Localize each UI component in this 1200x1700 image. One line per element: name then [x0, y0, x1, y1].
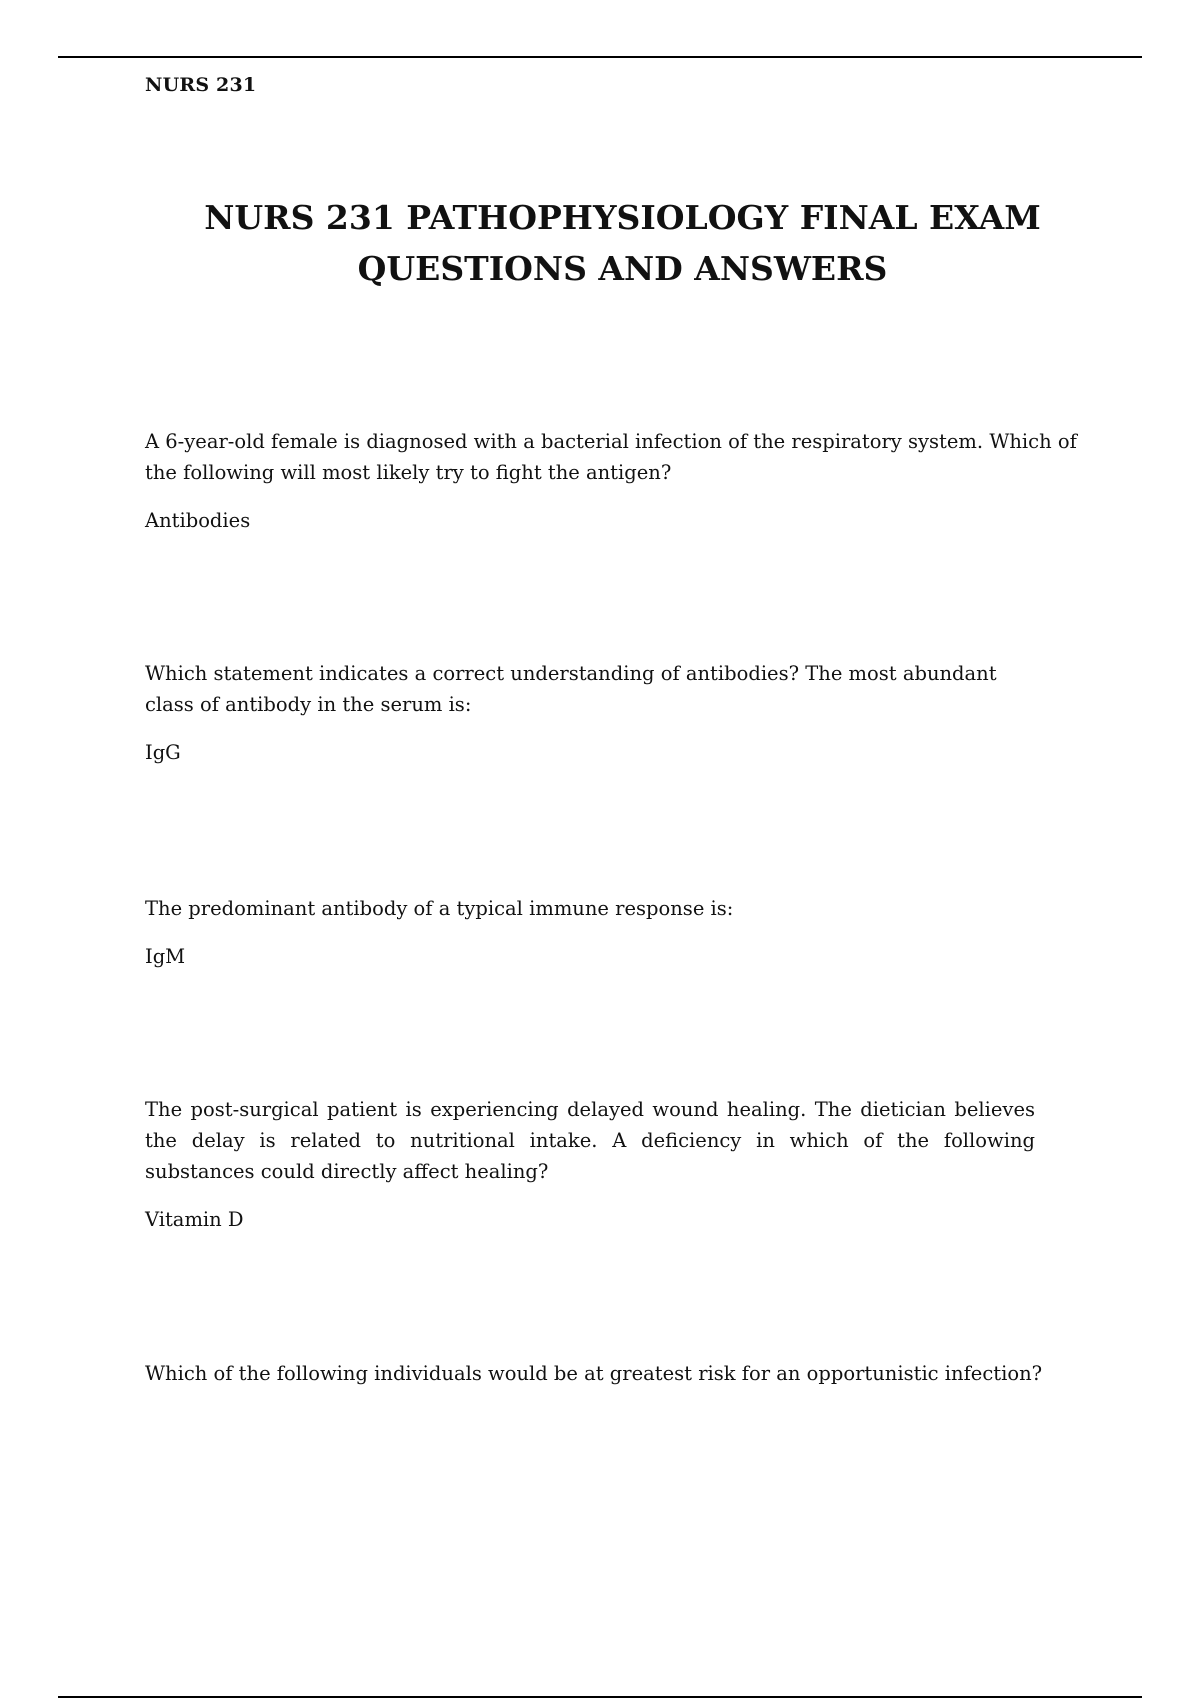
qa-item-1	[145, 426, 1085, 536]
question-2: Which statement indicates a correct understanding of antibodies? The most abundant class of antibody in the serum is:	[145, 662, 997, 716]
question-3: The predominant antibody of a typical immune response is:	[145, 897, 734, 920]
question-4: The post-surgical patient is experiencing delayed wound healing. The dietician believes the delay is related to nutritional intake. A deficiency in which of the following substances could directly affect healing?	[145, 1098, 1035, 1183]
answer-3: IgM	[145, 945, 186, 968]
course-header: NURS 231	[145, 74, 257, 96]
answer-4: Vitamin D	[145, 1208, 244, 1231]
bottom-rule	[58, 1696, 1142, 1698]
question-5: Which of the following individuals would be at greatest risk for an opportunistic infection?	[145, 1362, 1043, 1385]
qa-item-3	[145, 893, 1035, 972]
page-title	[145, 192, 1100, 294]
question-1: A 6-year-old female is diagnosed with a bacterial infection of the respiratory system. Which of the following will most likely try to fight the antigen?	[145, 430, 1077, 484]
qa-item-5	[145, 1358, 1085, 1389]
page-title-line-2: QUESTIONS AND ANSWERS	[357, 249, 888, 288]
answer-1: Antibodies	[145, 509, 251, 532]
top-rule	[58, 56, 1142, 58]
answer-2: IgG	[145, 741, 181, 764]
page-title-line-1: NURS 231 PATHOPHYSIOLOGY FINAL EXAM	[204, 198, 1041, 237]
qa-item-4	[145, 1094, 1035, 1235]
qa-item-2	[145, 658, 1035, 768]
